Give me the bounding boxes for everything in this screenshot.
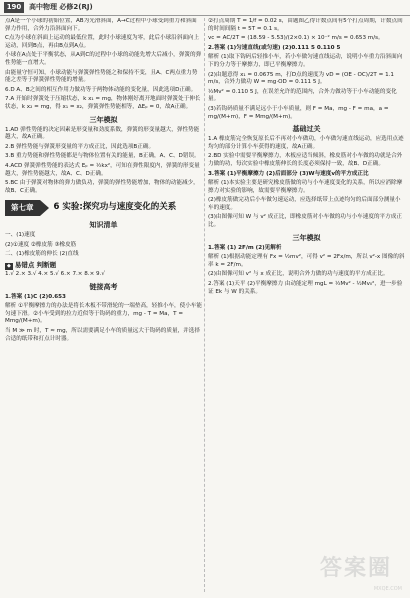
answer-item: 2.B 弹性势能与弹簧形变量的平方成正比，因此选项B正确。 [5, 143, 155, 150]
answer-item: 1.AD 弹性势能的决定因素是形变量和劲度系数，弹簧的形变量越大，弹性势能越大，故A正确。 [5, 126, 200, 141]
explanation: (2)由图像可知 v² 与 x 成正比，说明合外力做的功与速度的平方成正比。 [208, 271, 389, 278]
explanation: 解析 (1)取下钩码后轻推小车，若小车做匀速直线运动，说明小车重力沿斜面向下的分力等于摩擦力，即已平衡摩擦力。 [208, 54, 403, 68]
section-title-jichu: 基础过关 [292, 125, 321, 134]
answer-1: 1.答案 (1)C (2)0.653 [5, 293, 66, 300]
paragraph: 点A是一个小球的初始位置，AB为光滑斜面，A→C过程中小球受到重力和斜面弹力作用，合外力沿斜面向下。 [5, 18, 197, 32]
paragraph: C点为小球在斜面上运动的最低位置，此时小球速度为零，此后小球沿斜面向上运动，回到B点，再由B点到A点。 [5, 35, 200, 49]
list-item: (2)①速度 ②橡皮筋 ③橡皮筋 [5, 241, 77, 248]
section-title-lianjie: 链接高考 [89, 282, 118, 291]
formula-line: vc = AC/2T = (18.59 - 5.53)/(2×0.1) × 10⁻² m/s = 0.653 m/s。 [208, 35, 384, 42]
answer-6: 6.D A、B之间的相互作用力做功等于两物体动能的变化量，因此选项D正确。 [5, 86, 197, 93]
paragraph: 由能量守恒可知，小球动能与弹簧弹性势能之和保持不变，且A、C两点重力势能之差等于弹簧弹性势能的增量。 [5, 69, 198, 84]
chapter-arrow-icon [40, 200, 49, 216]
answer-1-sannian: 1.答案 (1) 2F/m (2)见解析 [208, 244, 282, 251]
paragraph: 小球在A点处于平衡状态，从A到C的过程中小球的动能先增大后减小，弹簧的弹性势能一直增大。 [5, 52, 202, 66]
chapter-number: 第七章 [5, 200, 40, 216]
explanation: 解析 (1)本实验主要是研究橡皮筋做的功与小车速度变化的关系，所以应消除摩擦力对实验的影响，故需要平衡摩擦力。 [208, 180, 403, 194]
chapter-title: 6 实验:探究功与速度变化的关系 [53, 202, 177, 213]
paragraph: ②打点周期 T = 1/f = 0.02 s，由题图乙得计数点间有5个打点周期，计数点间的时间间隔 t = 5T = 0.1 s。 [208, 18, 403, 32]
section-title-sannian: 三年模拟 [292, 233, 321, 242]
explanation: (3)若钩码质量不满足远小于小车质量，则 F = Ma，mg - F = ma，a = mg/(M+m)，F = Mmg/(M+m)。 [208, 105, 389, 120]
explanation: ½Mv² = 0.110 5 J，在误差允许的范围内，合外力做功等于小车动能的变化量。 [208, 88, 397, 103]
answer-item: 4.ACD 弹簧弹性势能的表达式 Eₚ = ½kx²，可知在弹性限度内，弹簧的形变量越大，弹性势能越大，故A、C、D正确。 [5, 162, 200, 177]
section-title-sanniang: 三年模拟 [89, 115, 118, 124]
list-item: 二、(1)橡皮筋的伸长 (2)直线 [5, 251, 79, 258]
explanation: 当 M ≫ m 时，T ≈ mg，所以需要满足小车的质量远大于钩码的质量，并选择合适的纸带和打点计时器。 [5, 328, 200, 342]
list-item: 一、(1)速度 [5, 232, 36, 239]
left-column [5, 18, 202, 594]
answer-item: 5.BC 由于弹簧对物体的弹力做负功，弹簧的弹性势能增加，物体的动能减少，故B、C正确。 [5, 180, 199, 194]
explanation: (2)由题意得 x₁ = 0.0675 m，打D点的速度为 vD = (OE - OC)/2T = 1.1 m/s，合外力做功 W = mg·OD = 0.111 5 J。 [208, 71, 394, 86]
answer-7: 7.A 开始时弹簧处于压缩状态，k x₁ = mg，物体刚好离开地面时弹簧处于伸长状态，k x₂ = mg，得 x₁ = x₂，弹簧弹性势能相等，ΔEₚ = 0，故A正确。 [5, 96, 201, 110]
column-divider [204, 18, 205, 592]
answer-item: 1.A 橡皮筋完全恢复原长后不再对小车做功，小车做匀速直线运动，应选用点迹均匀的部分计算小车获得的速度，故A正确。 [208, 136, 404, 150]
watermark-logo: 答案圈 [319, 556, 392, 581]
tag-icon: ◆ [7, 263, 11, 270]
quiz-answers: 1.√ 2.× 3.√ 4.× 5.√ 6.× 7.× 8.× 9.√ [5, 271, 105, 278]
right-column [208, 18, 405, 594]
answer-2: 2.答案 (1)匀速直线(或匀速) (2)0.111 5 0.110 5 [208, 44, 341, 51]
explanation: (2)橡皮筋做完功后小车做匀速运动，应选择纸带上点迹均匀的后面部分测量小车的速度。 [208, 197, 401, 211]
explanation: 解析 ①平衡摩擦力的办法是将长木板不带滑轮的一端垫高，轻推小车，使小车能匀速下滑。②小车受到的拉力近似等于钩码的重力，mg - T = Ma，T = Mmg/(M+m)。 [5, 303, 202, 325]
quiz-title: ◆ 易错点 判断题 [7, 261, 57, 270]
answer-item: 2.BD 实验中需要平衡摩擦力，木板应适当倾斜，橡皮筋对小车做的功就是合外力做的功，每次实验中橡皮筋伸长的长度必须保持一致，故B、D正确。 [208, 153, 403, 167]
chapter-banner [5, 200, 202, 216]
page-number: 190 [4, 2, 24, 13]
answer-item: 3.答案 (1)平衡摩擦力 (2)后面部分 (3)W与速度v的平方成正比 [208, 170, 369, 177]
section-title-zhishi: 知识清单 [89, 221, 118, 230]
explanation: 2.答案 (1)天平 (2)平衡摩擦力 由动能定理 mgL = ½Mv² - ½Mv₀²，进一步验证 Ek 与 W 的关系。 [208, 281, 403, 295]
watermark-url: MXQE.COM [373, 586, 402, 593]
explanation: 解析 (1)根据动能定理有 Fx = ½mv²，可得 v² = 2Fx/m，所以 v²-x 图像的斜率 k = 2F/m。 [208, 254, 405, 268]
book-title: 高中物理 必修2(RJ) [29, 3, 93, 11]
explanation: (3)由图像可知 W 与 v² 成正比，即橡皮筋对小车做的功与小车速度的平方成正比。 [208, 214, 402, 229]
page-header [0, 0, 410, 16]
answer-item: 3.B 重力势能和弹性势能都是与物体位置有关的能量，B正确，A、C、D错误。 [5, 153, 200, 160]
